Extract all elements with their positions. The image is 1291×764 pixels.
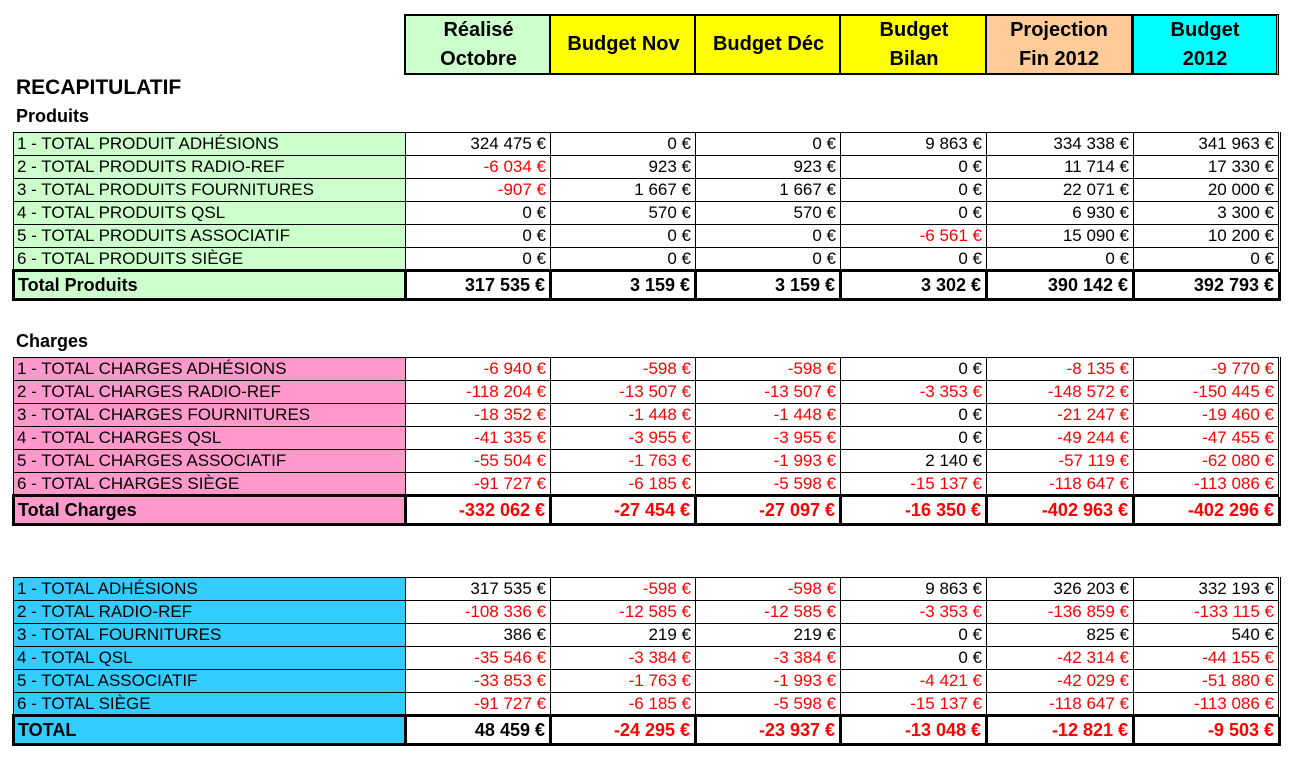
value-cell: -13 507 € [696,381,841,404]
value-cell: 9 863 € [841,578,987,601]
value-cell: -13 507 € [551,381,696,404]
total-row [14,496,1280,525]
value-cell: 825 € [987,624,1134,647]
header-budget-2012 [1132,14,1279,75]
header-line2: Octobre [440,47,517,70]
value-cell: -598 € [696,358,841,381]
value-cell: 0 € [406,225,551,248]
value-cell: 10 200 € [1134,225,1280,248]
value-cell: 334 338 € [987,133,1134,156]
total-value-cell: 3 159 € [551,271,696,300]
value-cell: 341 963 € [1134,133,1280,156]
value-cell: -1 763 € [551,670,696,693]
total-value-cell: -27 097 € [696,496,841,525]
total-value-cell: -402 963 € [987,496,1134,525]
value-cell: 570 € [551,202,696,225]
value-cell: 386 € [406,624,551,647]
value-cell: -57 119 € [987,450,1134,473]
value-cell: -6 185 € [551,473,696,496]
row-label: 3 - TOTAL PRODUITS FOURNITURES [14,179,406,202]
row-label: 4 - TOTAL CHARGES QSL [14,427,406,450]
value-cell: -3 955 € [551,427,696,450]
value-cell: -35 546 € [406,647,551,670]
produits-table [12,132,1281,301]
value-cell: 0 € [987,248,1134,271]
table-row [14,578,1280,601]
value-cell: 20 000 € [1134,179,1280,202]
value-cell: -118 647 € [987,473,1134,496]
header-budget-bilan [839,14,987,75]
value-cell: -49 244 € [987,427,1134,450]
total-value-cell: -332 062 € [406,496,551,525]
value-cell: 6 930 € [987,202,1134,225]
value-cell: -118 647 € [987,693,1134,716]
total-row [14,271,1280,300]
total-label: Total Produits [14,271,406,300]
table-row [14,427,1280,450]
value-cell: 0 € [551,133,696,156]
table-row [14,358,1280,381]
header-budget-nov [549,14,696,75]
value-cell: -62 080 € [1134,450,1280,473]
value-cell: 324 475 € [406,133,551,156]
totals-table [12,577,1281,746]
value-cell: 0 € [841,647,987,670]
value-cell: -6 185 € [551,693,696,716]
value-cell: 0 € [406,202,551,225]
value-cell: 0 € [841,358,987,381]
value-cell: -8 135 € [987,358,1134,381]
value-cell: -113 086 € [1134,473,1280,496]
value-cell: -3 353 € [841,601,987,624]
value-cell: 0 € [1134,248,1280,271]
header-line2: Fin 2012 [1018,47,1100,70]
value-cell: -1 993 € [696,670,841,693]
value-cell: -598 € [551,578,696,601]
row-label: 5 - TOTAL PRODUITS ASSOCIATIF [14,225,406,248]
table-row [14,404,1280,427]
row-label: 3 - TOTAL FOURNITURES [14,624,406,647]
value-cell: -907 € [406,179,551,202]
value-cell: -3 353 € [841,381,987,404]
table-row [14,693,1280,716]
value-cell: -19 460 € [1134,404,1280,427]
value-cell: 0 € [841,248,987,271]
charges-title: Charges [16,331,89,351]
total-label: TOTAL [14,716,406,745]
value-cell: -133 115 € [1134,601,1280,624]
table-row [14,381,1280,404]
value-cell: -12 585 € [551,601,696,624]
total-value-cell: 3 302 € [841,271,987,300]
row-label: 5 - TOTAL CHARGES ASSOCIATIF [14,450,406,473]
row-label: 1 - TOTAL PRODUIT ADHÉSIONS [14,133,406,156]
value-cell: 332 193 € [1134,578,1280,601]
value-cell: 317 535 € [406,578,551,601]
value-cell: -113 086 € [1134,693,1280,716]
value-cell: 22 071 € [987,179,1134,202]
value-cell: 0 € [696,225,841,248]
value-cell: 0 € [406,248,551,271]
value-cell: -148 572 € [987,381,1134,404]
total-value-cell: -402 296 € [1134,496,1280,525]
value-cell: 0 € [841,202,987,225]
row-label: 4 - TOTAL PRODUITS QSL [14,202,406,225]
value-cell: -598 € [696,578,841,601]
table-row [14,647,1280,670]
value-cell: 2 140 € [841,450,987,473]
total-value-cell: -12 821 € [987,716,1134,745]
header-line2: Bilan [889,47,939,70]
value-cell: -3 384 € [696,647,841,670]
value-cell: 923 € [696,156,841,179]
table-row [14,156,1280,179]
value-cell: 0 € [551,225,696,248]
total-label: Total Charges [14,496,406,525]
value-cell: -91 727 € [406,473,551,496]
value-cell: 1 667 € [551,179,696,202]
row-label: 5 - TOTAL ASSOCIATIF [14,670,406,693]
row-label: 2 - TOTAL RADIO-REF [14,601,406,624]
value-cell: -1 993 € [696,450,841,473]
row-label: 2 - TOTAL CHARGES RADIO-REF [14,381,406,404]
value-cell: 0 € [841,156,987,179]
value-cell: 17 330 € [1134,156,1280,179]
value-cell: -3 955 € [696,427,841,450]
value-cell: -42 314 € [987,647,1134,670]
value-cell: 0 € [841,427,987,450]
value-cell: -21 247 € [987,404,1134,427]
value-cell: -41 335 € [406,427,551,450]
header-realise-octobre [404,14,551,75]
header-line2: 2012 [1182,47,1228,70]
header-line1: Budget Nov [567,33,680,55]
value-cell: -91 727 € [406,693,551,716]
value-cell: 540 € [1134,624,1280,647]
value-cell: -108 336 € [406,601,551,624]
table-row [14,225,1280,248]
value-cell: 15 090 € [987,225,1134,248]
total-value-cell: -27 454 € [551,496,696,525]
table-row [14,248,1280,271]
table-row [14,450,1280,473]
table-row [14,179,1280,202]
row-label: 6 - TOTAL CHARGES SIÈGE [14,473,406,496]
total-row [14,716,1280,745]
value-cell: -9 770 € [1134,358,1280,381]
value-cell: -136 859 € [987,601,1134,624]
value-cell: -6 561 € [841,225,987,248]
value-cell: 0 € [841,179,987,202]
value-cell: 923 € [551,156,696,179]
value-cell: -6 940 € [406,358,551,381]
table-row [14,202,1280,225]
header-line1: Budget [1170,18,1240,41]
header-budget-dec [694,14,841,75]
table-row [14,670,1280,693]
value-cell: -118 204 € [406,381,551,404]
produits-title: Produits [16,106,90,126]
value-cell: -150 445 € [1134,381,1280,404]
table-row [14,133,1280,156]
value-cell: -3 384 € [551,647,696,670]
table-row [14,601,1280,624]
value-cell: 3 300 € [1134,202,1280,225]
row-label: 6 - TOTAL SIÈGE [14,693,406,716]
total-value-cell: 392 793 € [1134,271,1280,300]
header-line1: Réalisé [443,18,514,41]
value-cell: -44 155 € [1134,647,1280,670]
value-cell: -12 585 € [696,601,841,624]
row-label: 4 - TOTAL QSL [14,647,406,670]
total-value-cell: 48 459 € [406,716,551,745]
value-cell: 1 667 € [696,179,841,202]
value-cell: -55 504 € [406,450,551,473]
value-cell: -42 029 € [987,670,1134,693]
value-cell: -4 421 € [841,670,987,693]
value-cell: -47 455 € [1134,427,1280,450]
value-cell: 0 € [696,248,841,271]
value-cell: 0 € [841,624,987,647]
total-value-cell: 390 142 € [987,271,1134,300]
total-value-cell: -9 503 € [1134,716,1280,745]
row-label: 2 - TOTAL PRODUITS RADIO-REF [14,156,406,179]
value-cell: -18 352 € [406,404,551,427]
header-line1: Projection [1010,18,1108,41]
total-value-cell: -16 350 € [841,496,987,525]
value-cell: 0 € [841,404,987,427]
value-cell: 219 € [696,624,841,647]
header-projection-fin-2012 [985,14,1134,75]
recap-title: RECAPITULATIF [16,76,182,99]
value-cell: 9 863 € [841,133,987,156]
value-cell: -15 137 € [841,693,987,716]
total-value-cell: -23 937 € [696,716,841,745]
header-line1: Budget Déc [712,33,825,55]
value-cell: -15 137 € [841,473,987,496]
total-value-cell: 317 535 € [406,271,551,300]
value-cell: 11 714 € [987,156,1134,179]
value-cell: 219 € [551,624,696,647]
value-cell: -1 448 € [551,404,696,427]
row-label: 6 - TOTAL PRODUITS SIÈGE [14,248,406,271]
total-value-cell: 3 159 € [696,271,841,300]
value-cell: 570 € [696,202,841,225]
value-cell: 0 € [696,133,841,156]
value-cell: -6 034 € [406,156,551,179]
value-cell: -33 853 € [406,670,551,693]
header-line1: Budget [879,18,949,41]
row-label: 1 - TOTAL CHARGES ADHÉSIONS [14,358,406,381]
table-row [14,624,1280,647]
value-cell: -51 880 € [1134,670,1280,693]
row-label: 1 - TOTAL ADHÉSIONS [14,578,406,601]
value-cell: 0 € [551,248,696,271]
value-cell: 326 203 € [987,578,1134,601]
total-value-cell: -13 048 € [841,716,987,745]
value-cell: -5 598 € [696,693,841,716]
value-cell: -1 448 € [696,404,841,427]
value-cell: -5 598 € [696,473,841,496]
row-label: 3 - TOTAL CHARGES FOURNITURES [14,404,406,427]
value-cell: -1 763 € [551,450,696,473]
value-cell: -598 € [551,358,696,381]
table-row [14,473,1280,496]
charges-table [12,357,1281,526]
total-value-cell: -24 295 € [551,716,696,745]
